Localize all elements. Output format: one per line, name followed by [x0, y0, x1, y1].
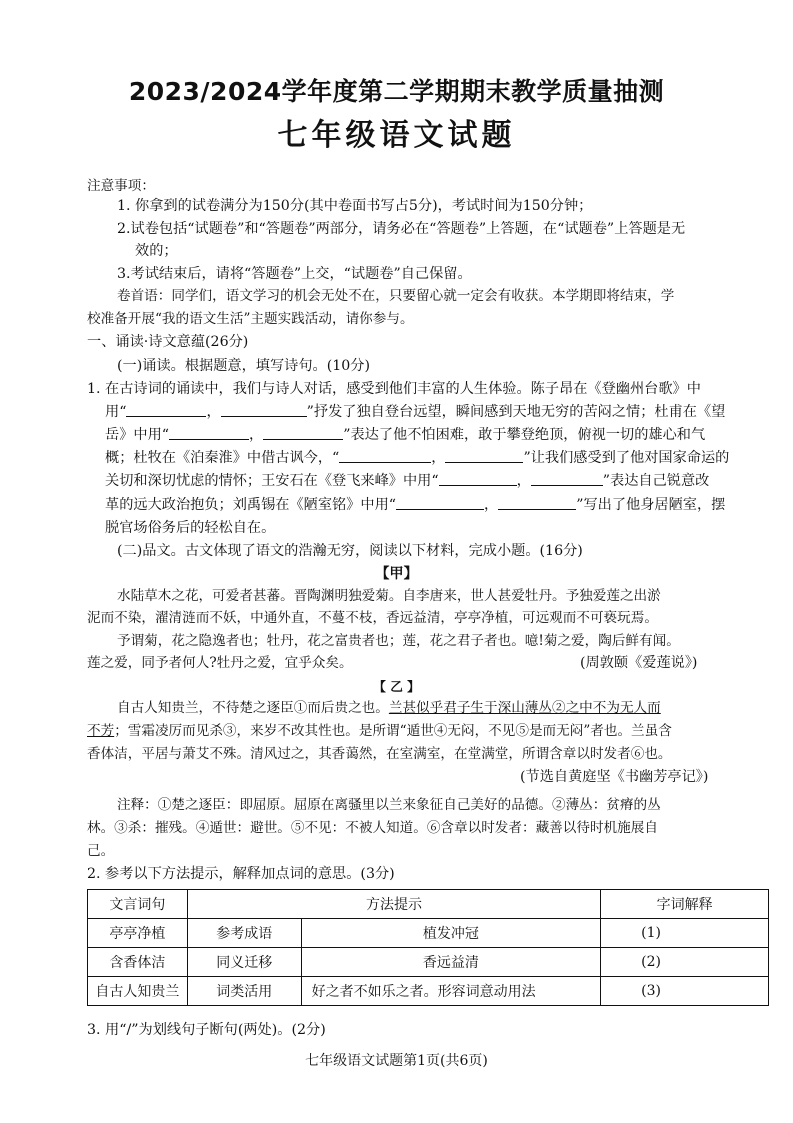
passage-label: 【 乙 】 — [373, 679, 420, 694]
notice-item: 1. 你拿到的试卷满分为150分(其中卷面书写占5分)，考试时间为150分钟； — [117, 198, 593, 214]
note-text: 林。③杀：摧残。④遁世：避世。⑤不见：不被人知道。⑥含章以时发者：藏善以待时机施展自 — [87, 820, 658, 836]
page-footer: 七年级语文试题第1页(共6页) — [305, 1053, 488, 1069]
part-heading: (二)品文。古文体现了语文的浩瀚无穷，阅读以下材料，完成小题。(16分) — [117, 543, 583, 559]
answer-blank[interactable] — [498, 495, 576, 510]
table-cell-method: 词类活用 — [187, 977, 301, 1006]
q1-text: 1. 在古诗词的诵读中，我们与诗人对话，感受到他们丰富的人生体验。陈子昂在《登幽州台歌》中 — [87, 381, 701, 397]
q1-text: 脱官场俗务后的轻松自在。 — [105, 520, 276, 536]
notice-heading: 注意事项： — [87, 178, 155, 194]
table-cell-answer[interactable]: (1) — [601, 919, 769, 948]
table-header: 文言词句 — [88, 890, 188, 919]
method-table — [87, 889, 769, 1006]
q3-prompt: 3. 用“/”为划线句子断句(两处)。(2分) — [87, 1022, 326, 1038]
answer-blank[interactable] — [221, 402, 307, 417]
table-row — [88, 977, 769, 1006]
q1-line: 岳》中用“ ， ”表达了他不怕困难，敢于攀登绝顶，俯视一切的雄心和气 — [105, 427, 706, 443]
answer-blank[interactable] — [396, 495, 484, 510]
part-heading: (一)诵读。根据题意，填写诗句。(10分) — [117, 358, 371, 374]
table-row — [88, 919, 769, 948]
answer-blank[interactable] — [169, 425, 249, 440]
q1-line: 用“ ， ”抒发了独自登台远望，瞬间感到天地无穷的苦闷之情；杜甫在《望 — [105, 404, 726, 420]
table-cell-example: 植发冲冠 — [301, 919, 601, 948]
table-cell-example: 香远益清 — [301, 948, 601, 977]
table-header: 方法提示 — [187, 890, 600, 919]
q1-line: 革的远大政治抱负；刘禹锡在《陋室铭》中用“ ， ”写出了他身居陋室，摆 — [105, 497, 726, 513]
exam-title: 2023/2024学年度第二学期期末教学质量抽测 — [128, 77, 665, 106]
answer-blank[interactable] — [339, 448, 431, 463]
table-cell-method: 同义迁移 — [187, 948, 301, 977]
preface-text: 校准备开展“我的语文生活”主题实践活动，请你参与。 — [87, 311, 414, 327]
answer-blank[interactable] — [126, 402, 206, 417]
passage-source: (节选自黄庭坚《书幽芳亭记》) — [520, 769, 709, 785]
q2-prompt: 2. 参考以下方法提示，解释加点词的意思。(3分) — [87, 866, 395, 882]
notice-item: 2.试卷包括“试题卷”和“答题卷”两部分，请务必在“答题卷”上答题，在“试题卷”上答题是无 — [117, 221, 686, 237]
notice-item: 3.考试结束后，请将“答题卷”上交，“试题卷”自己保留。 — [117, 266, 472, 282]
table-cell-answer[interactable]: (3) — [601, 977, 769, 1006]
table-row — [88, 948, 769, 977]
answer-blank[interactable] — [531, 471, 603, 486]
passage-label: 【甲】 — [375, 566, 418, 582]
answer-blank[interactable] — [439, 471, 517, 486]
passage-text: 水陆草木之花，可爱者甚蕃。晋陶渊明独爱菊。自李唐来，世人甚爱牡丹。予独爱莲之出淤 — [117, 588, 661, 604]
table-cell-method: 参考成语 — [187, 919, 301, 948]
passage-text: 莲之爱，同予者何人?牡丹之爱，宜乎众矣。 — [87, 655, 353, 671]
passage-text: 不芳；雪霜凌厉而见杀③，来岁不改其性也。是所谓“遁世④无闷，不见⑤是而无闷”者也。兰虽含 — [87, 723, 672, 739]
answer-blank[interactable] — [263, 425, 343, 440]
table-header-row — [88, 890, 769, 919]
table-cell-phrase: 含香体洁 — [88, 948, 188, 977]
table-cell-phrase: 自古人知贵兰 — [88, 977, 188, 1006]
answer-blank[interactable] — [445, 448, 523, 463]
table-cell-phrase: 亭亭净植 — [88, 919, 188, 948]
underlined-sentence: 不芳 — [87, 723, 115, 739]
table-cell-answer[interactable]: (2) — [601, 948, 769, 977]
passage-text: 自古人知贵兰，不待楚之逐臣①而后贵之也。兰甚似乎君子生于深山薄丛②之中不为无人而 — [117, 700, 661, 716]
exam-subtitle: 七年级语文试题 — [277, 118, 516, 153]
note-text: 己。 — [87, 843, 115, 859]
table-header: 字词解释 — [601, 890, 769, 919]
table-cell-example: 好之者不如乐之者。形容词意动用法 — [301, 977, 601, 1006]
notice-item: 效的； — [135, 243, 178, 259]
q1-line: 概；杜牧在《泊秦淮》中借古讽今，“ ， ”让我们感受到了他对国家命运的 — [105, 450, 730, 466]
passage-text: 泥而不染，濯清涟而不妖，中通外直，不蔓不枝，香远益清，亭亭净植，可远观而不可亵玩焉。 — [87, 610, 658, 626]
note-text: 注释：①楚之逐臣：即屈原。屈原在离骚里以兰来象征自己美好的品德。②薄丛：贫瘠的丛 — [117, 797, 661, 813]
underlined-sentence: 兰甚似乎君子生于深山薄丛②之中不为无人而 — [388, 700, 661, 716]
passage-text: 予谓菊，花之隐逸者也；牡丹，花之富贵者也；莲，花之君子者也。噫!菊之爱，陶后鲜有闻。 — [117, 633, 680, 649]
passage-source: (周敦颐《爱莲说》) — [580, 655, 698, 671]
q1-line: 关切和深切忧虑的情怀；王安石在《登飞来峰》中用“ ， ”表达自己锐意改 — [105, 473, 710, 489]
preface-text: 卷首语：同学们，语文学习的机会无处不在，只要留心就一定会有收获。本学期即将结束，学 — [117, 288, 675, 304]
section-heading: 一、诵读·诗文意蕴(26分) — [87, 334, 249, 350]
passage-text: 香体洁，平居与萧艾不殊。清风过之，其香蔼然，在室满室，在堂满堂，所谓含章以时发者⑥也。 — [87, 746, 672, 762]
